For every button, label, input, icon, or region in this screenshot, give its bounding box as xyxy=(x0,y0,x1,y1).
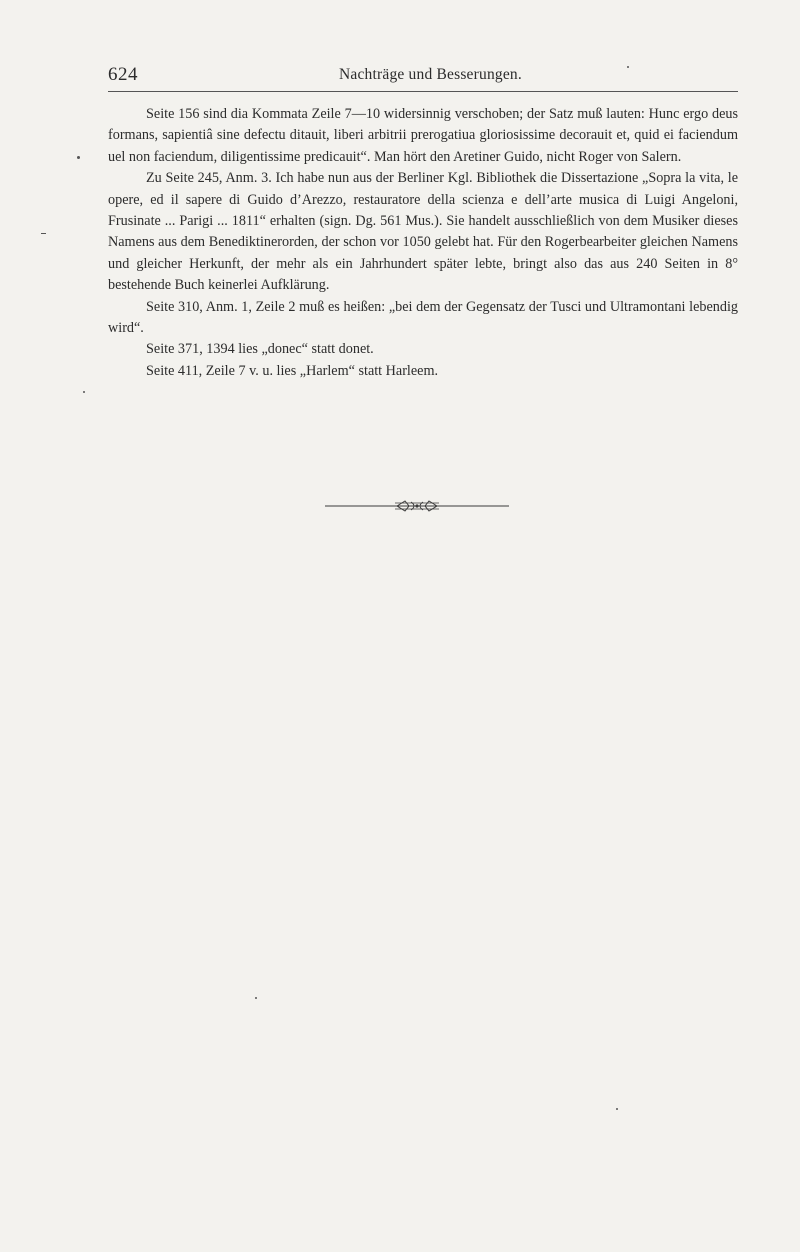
running-title: Nachträge und Besserungen. xyxy=(339,66,522,83)
page-speck xyxy=(77,156,80,159)
paragraph-seite-156: Seite 156 sind dia Kommata Zeile 7—10 widersinnig verschoben; der Satz muß lauten: Hunc ergo deus formans, sapientiâ sine defectu ditauit, liberi arbitrii prerogatiua gloriosissime decorauit et, quid ei faciendum uel non faciendum, diligentissime predicauit“. Man hört den Aretiner Guido, nicht Roger von Salern. xyxy=(108,106,738,165)
page-speck xyxy=(255,997,257,999)
header-rule xyxy=(108,91,738,92)
body-text xyxy=(108,104,738,382)
paragraph-seite-411: Seite 411, Zeile 7 v. u. lies „Harlem“ statt Harleem. xyxy=(146,362,439,379)
page-number: 624 xyxy=(108,64,138,85)
paragraph-seite-371: Seite 371, 1394 lies „donec“ statt donet. xyxy=(146,341,374,358)
page-speck xyxy=(616,1108,618,1110)
decorative-rule-ornament-icon xyxy=(325,497,509,515)
page-speck xyxy=(83,391,85,393)
paragraph-seite-245: Zu Seite 245, Anm. 3. Ich habe nun aus der Berliner Kgl. Bibliothek die Dissertazione „Sopra la vita, le opere, ed il sapere di Guido d’Arezzo, restauratore della scienza e dell’arte musica di Luigi Angeloni, Frusinate ... Parigi ... 1811“ erhalten (sign. Dg. 561 Mus.). Sie handelt ausschließlich von dem Musiker dieses Namens aus dem Benediktinerorden, der schon vor 1050 gelebt hat. Für den Rogerbearbeiter gleichen Namens und gleicher Herkunft, der mehr als ein Jahrhundert später lebte, bringt also das aus 240 Seiten in 8° bestehende Buch keinerlei Aufklärung. xyxy=(108,170,738,294)
page-speck xyxy=(627,66,629,68)
paragraph-seite-310: Seite 310, Anm. 1, Zeile 2 muß es heißen: „bei dem der Gegensatz der Tusci und Ultramontani lebendig wird“. xyxy=(108,298,738,337)
page-speck xyxy=(41,233,46,234)
page-header xyxy=(108,60,738,94)
